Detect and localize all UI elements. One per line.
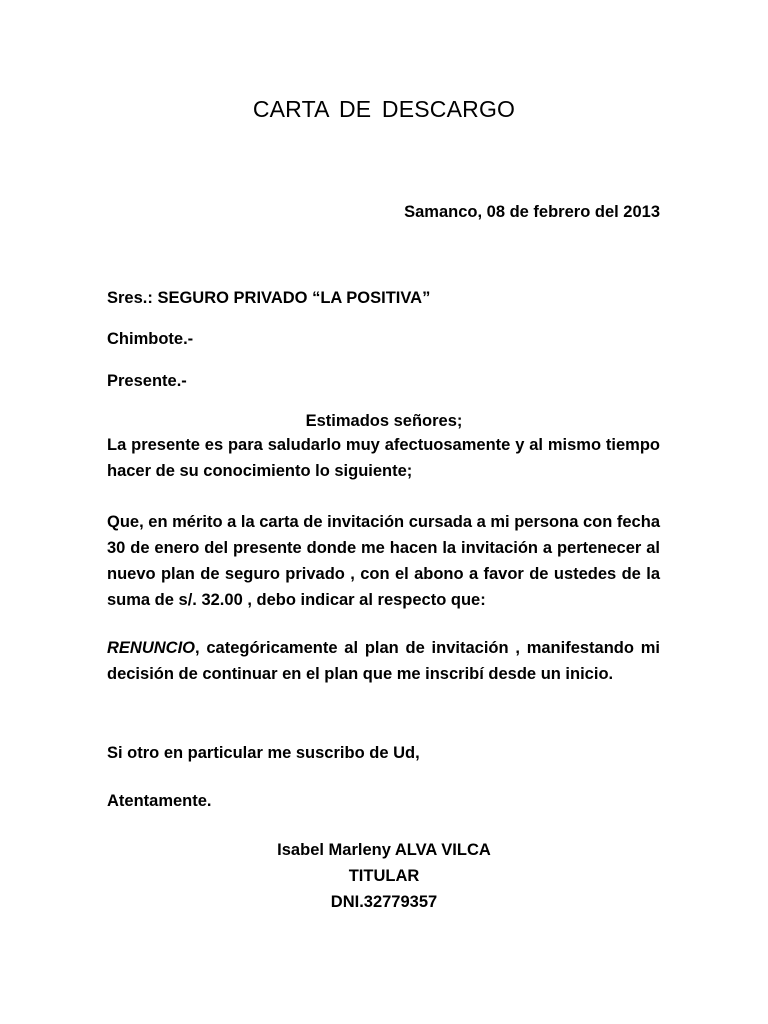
regards-line: Atentamente. <box>107 792 212 810</box>
paragraph-context: Que, en mérito a la carta de invitación cursada a mi persona con fecha 30 de enero del presente donde me hacen la invitación a pertenecer al nuevo plan de seguro privado , con el abono a favor de ustedes de la suma de s/. 32.00 , debo indicar al respecto que: <box>107 513 660 609</box>
renuncio-emphasis: RENUNCIO <box>107 639 196 657</box>
date-line: Samanco, 08 de febrero del 2013 <box>404 203 660 221</box>
paragraph-renuncio <box>107 635 660 687</box>
city-line: Chimbote.- <box>107 330 194 348</box>
closing-line: Si otro en particular me suscribo de Ud, <box>107 744 420 762</box>
renuncio-text: , categóricamente al plan de invitación , manifestando mi decisión de continuar en el plan que me inscribí desde un inicio. <box>107 639 660 683</box>
salutation: Estimados señores; <box>305 412 463 430</box>
signature-block <box>0 837 768 915</box>
signer-name: Isabel Marleny ALVA VILCA <box>277 841 491 859</box>
letter-title: CARTA DE DESCARGO <box>252 96 516 122</box>
recipient-line: Sres.: SEGURO PRIVADO “LA POSITIVA” <box>107 289 431 307</box>
presente-line: Presente.- <box>107 372 187 390</box>
signer-role: TITULAR <box>348 867 420 885</box>
paragraph-intro: La presente es para saludarlo muy afectuosamente y al mismo tiempo hacer de su conocimiento lo siguiente; <box>107 436 660 480</box>
signer-id: DNI.32779357 <box>330 893 438 911</box>
